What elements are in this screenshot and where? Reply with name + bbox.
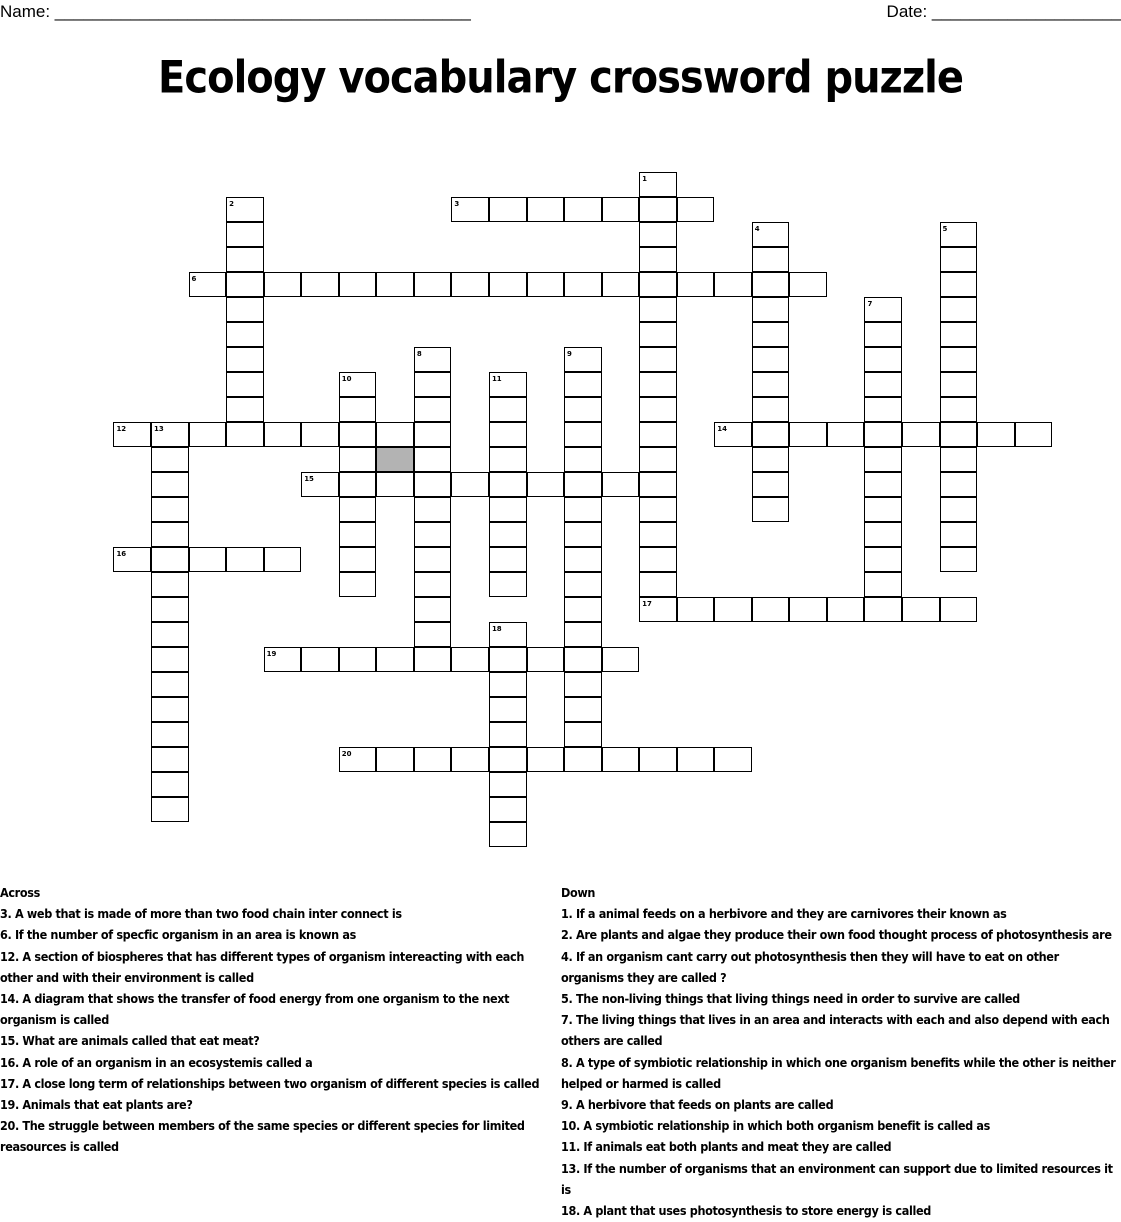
grid-cell[interactable] [752,322,790,347]
grid-cell[interactable] [301,422,339,447]
grid-cell[interactable] [564,447,602,472]
grid-cell[interactable] [376,472,414,497]
down-clue: 8. A type of symbiotic relationship in which one organism benefits while the other is neither helped or harmed is called [561,1054,1116,1091]
grid-cell[interactable] [564,522,602,547]
grid-cell[interactable] [489,197,527,222]
grid-cell[interactable] [639,547,677,572]
grid-cell[interactable] [489,547,527,572]
across-clue: 14. A diagram that shows the transfer of food energy from one organism to the next organism is called [0,991,510,1028]
clue-number: 8 [416,350,422,358]
grid-cell[interactable] [527,472,565,497]
grid-cell[interactable] [864,522,902,547]
grid-cell[interactable] [301,272,339,297]
grid-cell[interactable] [677,272,715,297]
grid-cell[interactable] [789,272,827,297]
name-field-label: Name: ____________________________________________ [0,2,471,21]
across-clue: 16. A role of an organism in an ecosystemis called a [0,1054,313,1070]
grid-cell[interactable] [339,272,377,297]
grid-cell[interactable] [376,747,414,772]
page-title: Ecology vocabulary crossword puzzle [158,52,963,104]
grid-cell[interactable] [489,522,527,547]
grid-cell[interactable] [940,447,978,472]
grid-cell[interactable] [564,722,602,747]
grid-cell[interactable] [864,447,902,472]
clue-number: 5 [942,225,948,233]
grid-cell[interactable] [564,697,602,722]
grid-cell[interactable] [226,422,264,447]
grid-cell[interactable] [189,422,227,447]
grid-cell[interactable] [752,372,790,397]
grid-cell[interactable] [264,422,302,447]
date-field-label: Date: ____________________ [886,2,1121,21]
grid-cell[interactable] [639,747,677,772]
grid-cell[interactable] [902,597,940,622]
down-clue: 13. If the number of organisms that an environment can support due to limited resources it is [561,1160,1113,1197]
grid-cell[interactable] [564,422,602,447]
grid-cell[interactable] [940,322,978,347]
down-clue: 5. The non-living things that living things need in order to survive are called [561,991,1020,1007]
grid-cell[interactable] [451,472,489,497]
grid-cell[interactable] [151,597,189,622]
grid-cell[interactable] [451,272,489,297]
grid-cell[interactable] [226,247,264,272]
grid-cell[interactable] [226,222,264,247]
grid-cell[interactable] [151,522,189,547]
across-heading: Across [0,885,40,900]
grid-cell[interactable] [714,747,752,772]
grid-cell[interactable] [376,422,414,447]
grid-cell[interactable] [414,372,452,397]
down-clue: 18. A plant that uses photosynthesis to store energy is called [561,1203,931,1219]
grid-cell[interactable] [752,447,790,472]
grid-cell[interactable] [864,497,902,522]
grid-cell[interactable] [151,772,189,797]
grid-cell[interactable] [339,647,377,672]
grid-cell[interactable] [489,672,527,697]
grid-cell[interactable] [977,422,1015,447]
across-clue: 17. A close long term of relationships between two organism of different species is called [0,1075,540,1091]
grid-cell[interactable] [489,722,527,747]
grid-cell[interactable] [714,597,752,622]
grid-cell[interactable] [414,622,452,647]
grid-cell[interactable] [489,497,527,522]
grid-cell[interactable] [189,547,227,572]
grid-cell[interactable] [864,547,902,572]
grid-cell[interactable] [376,272,414,297]
clue-number: 20 [341,750,352,758]
clue-number: 1 [642,175,648,183]
grid-cell[interactable] [414,597,452,622]
grid-cell[interactable] [527,747,565,772]
grid-cell[interactable] [639,247,677,272]
grid-cell[interactable] [451,647,489,672]
clue-number: 2 [229,200,234,208]
down-clue: 4. If an organism cant carry out photosynthesis then they will have to eat on other organisms they are called ? [561,948,1059,985]
grid-cell[interactable] [940,247,978,272]
clue-number: 18 [491,625,502,633]
grid-cell[interactable] [564,747,602,772]
down-clue: 2. Are plants and algae they produce their own food thought process of photosynthesis are [561,927,1112,943]
grid-cell[interactable] [752,347,790,372]
down-clues [561,882,1121,1221]
grid-cell[interactable] [489,472,527,497]
clue-number: 12 [116,425,127,433]
grid-cell[interactable] [339,422,377,447]
grid-cell[interactable] [414,422,452,447]
grid-cell[interactable] [902,422,940,447]
grid-cell[interactable] [339,472,377,497]
grid-cell[interactable] [414,497,452,522]
grid-cell[interactable] [151,497,189,522]
grid-cell[interactable] [1015,422,1053,447]
grid-cell[interactable] [151,797,189,822]
grid-cell[interactable] [226,297,264,322]
clue-number: 11 [491,375,502,383]
grid-cell[interactable] [564,397,602,422]
clue-number: 3 [454,200,460,208]
down-clue: 1. If a animal feeds on a herbivore and they are carnivores their known as [561,906,1007,922]
grid-cell[interactable] [414,522,452,547]
grid-cell[interactable] [940,422,978,447]
grid-cell[interactable] [264,272,302,297]
grid-cell[interactable] [564,547,602,572]
grid-cell[interactable] [602,747,640,772]
grid-cell[interactable] [752,472,790,497]
grid-cell[interactable] [151,697,189,722]
grid-cell[interactable] [639,572,677,597]
grid-cell[interactable] [339,547,377,572]
clue-number: 10 [341,375,352,383]
grid-cell[interactable] [151,672,189,697]
grid-cell[interactable] [489,747,527,772]
grid-cell[interactable] [489,822,527,847]
grid-cell[interactable] [940,472,978,497]
grid-cell[interactable] [151,472,189,497]
across-clue: 12. A section of biospheres that has different types of organism intereacting with each other and with their environment is called [0,948,524,985]
grid-cell[interactable] [602,472,640,497]
grid-cell[interactable] [226,272,264,297]
grid-cell[interactable] [602,272,640,297]
grid-cell[interactable] [864,347,902,372]
across-clue: 20. The struggle between members of the same species or different species for limited reasources is called [0,1118,525,1155]
down-clue: 9. A herbivore that feeds on plants are called [561,1097,834,1113]
down-clue: 10. A symbiotic relationship in which both organism benefit is called as [561,1118,990,1134]
grid-cell[interactable] [639,422,677,447]
grid-cell[interactable] [864,572,902,597]
grid-cell[interactable] [677,747,715,772]
grid-cell[interactable] [527,197,565,222]
grid-cell[interactable] [564,597,602,622]
grid-cell[interactable] [151,647,189,672]
grid-cell[interactable] [489,797,527,822]
grid-cell[interactable] [414,572,452,597]
grid-cell[interactable] [752,272,790,297]
grid-cell[interactable] [827,597,865,622]
grid-cell[interactable] [639,222,677,247]
grid-cell[interactable] [414,547,452,572]
grid-cell[interactable] [864,597,902,622]
grid-cell[interactable] [639,447,677,472]
grid-cell[interactable] [602,647,640,672]
grid-cell[interactable] [564,572,602,597]
grid-cell[interactable] [339,522,377,547]
grid-cell[interactable] [940,522,978,547]
clue-number: 7 [867,300,873,308]
clue-number: 17 [642,600,652,608]
grid-cell[interactable] [639,372,677,397]
grid-cell[interactable] [940,272,978,297]
clue-number: 19 [266,650,277,658]
grid-cell[interactable] [940,372,978,397]
grid-cell[interactable] [414,272,452,297]
grid-cell[interactable] [527,272,565,297]
grid-cell[interactable] [940,547,978,572]
grid-cell[interactable] [639,272,677,297]
grid-cell[interactable] [339,397,377,422]
clue-number: 4 [754,225,760,233]
grid-cell[interactable] [940,297,978,322]
grid-cell[interactable] [789,422,827,447]
grid-cell[interactable] [451,747,489,772]
grid-cell[interactable] [752,397,790,422]
grid-cell[interactable] [151,722,189,747]
grid-cell[interactable] [940,347,978,372]
across-clue: 19. Animals that eat plants are? [0,1097,193,1113]
grid-cell[interactable] [527,647,565,672]
down-clue: 7. The living things that lives in an area and interacts with each and also depend with each others are called [561,1012,1110,1049]
grid-cell[interactable] [489,772,527,797]
clue-number: 14 [717,425,727,433]
grid-cell[interactable] [489,572,527,597]
clue-number: 6 [191,275,197,283]
down-clue: 11. If animals eat both plants and meat they are called [561,1139,892,1155]
grid-cell[interactable] [339,572,377,597]
across-clues [0,882,560,1158]
grid-cell[interactable] [489,647,527,672]
grid-cell[interactable] [864,472,902,497]
grid-cell[interactable] [940,597,978,622]
grid-cell[interactable] [226,547,264,572]
grid-cell[interactable] [827,422,865,447]
grid-cell[interactable] [789,597,827,622]
grid-cell[interactable] [602,197,640,222]
grid-cell[interactable] [376,647,414,672]
grid-cell[interactable] [940,397,978,422]
grid-cell[interactable] [564,622,602,647]
grid-cell[interactable] [639,297,677,322]
grid-cell[interactable] [151,572,189,597]
grid-cell[interactable] [564,672,602,697]
grid-cell[interactable] [564,647,602,672]
grid-cell[interactable] [489,697,527,722]
grid-cell[interactable] [752,497,790,522]
clue-number: 13 [154,425,164,433]
grid-cell[interactable] [414,647,452,672]
grid-cell[interactable] [864,422,902,447]
grid-cell[interactable] [301,647,339,672]
grid-cell[interactable] [564,372,602,397]
grid-cell[interactable] [226,397,264,422]
grid-cell[interactable] [489,272,527,297]
grid-cell[interactable] [677,197,715,222]
grid-cell[interactable] [752,297,790,322]
grid-cell[interactable] [564,197,602,222]
grid-cell[interactable] [639,322,677,347]
grid-cell[interactable] [151,622,189,647]
grid-cell[interactable] [339,447,377,472]
grid-cell[interactable] [677,597,715,622]
grid-cell[interactable] [226,372,264,397]
grid-cell[interactable] [752,247,790,272]
grid-cell[interactable] [151,547,189,572]
grid-cell[interactable] [226,347,264,372]
clue-number: 15 [304,475,314,483]
grid-cell[interactable] [639,347,677,372]
across-clue: 15. What are animals called that eat meat? [0,1033,260,1049]
grid-cell[interactable] [714,272,752,297]
grid-cell[interactable] [940,497,978,522]
across-clue: 6. If the number of specfic organism in an area is known as [0,927,356,943]
grid-cell[interactable] [414,472,452,497]
grid-cell[interactable] [639,472,677,497]
grid-cell[interactable] [489,422,527,447]
grid-cell[interactable] [489,447,527,472]
across-clue: 3. A web that is made of more than two food chain inter connect is [0,906,402,922]
grid-cell[interactable] [639,197,677,222]
grid-cell[interactable] [339,497,377,522]
grid-cell[interactable] [151,447,189,472]
grid-cell[interactable] [564,272,602,297]
grid-cell[interactable] [864,322,902,347]
grid-cell[interactable] [752,422,790,447]
shaded-grid-cell [376,447,414,472]
grid-cell[interactable] [639,397,677,422]
down-heading: Down [561,885,596,900]
clue-number: 16 [116,550,127,558]
grid-cell[interactable] [414,397,452,422]
clue-number: 9 [567,350,572,358]
grid-cell[interactable] [226,322,264,347]
grid-cell[interactable] [864,372,902,397]
grid-cell[interactable] [489,397,527,422]
grid-cell[interactable] [414,747,452,772]
grid-cell[interactable] [564,497,602,522]
grid-cell[interactable] [639,497,677,522]
grid-cell[interactable] [264,547,302,572]
grid-cell[interactable] [414,447,452,472]
grid-cell[interactable] [864,397,902,422]
grid-cell[interactable] [151,747,189,772]
grid-cell[interactable] [752,597,790,622]
grid-cell[interactable] [564,472,602,497]
grid-cell[interactable] [639,522,677,547]
